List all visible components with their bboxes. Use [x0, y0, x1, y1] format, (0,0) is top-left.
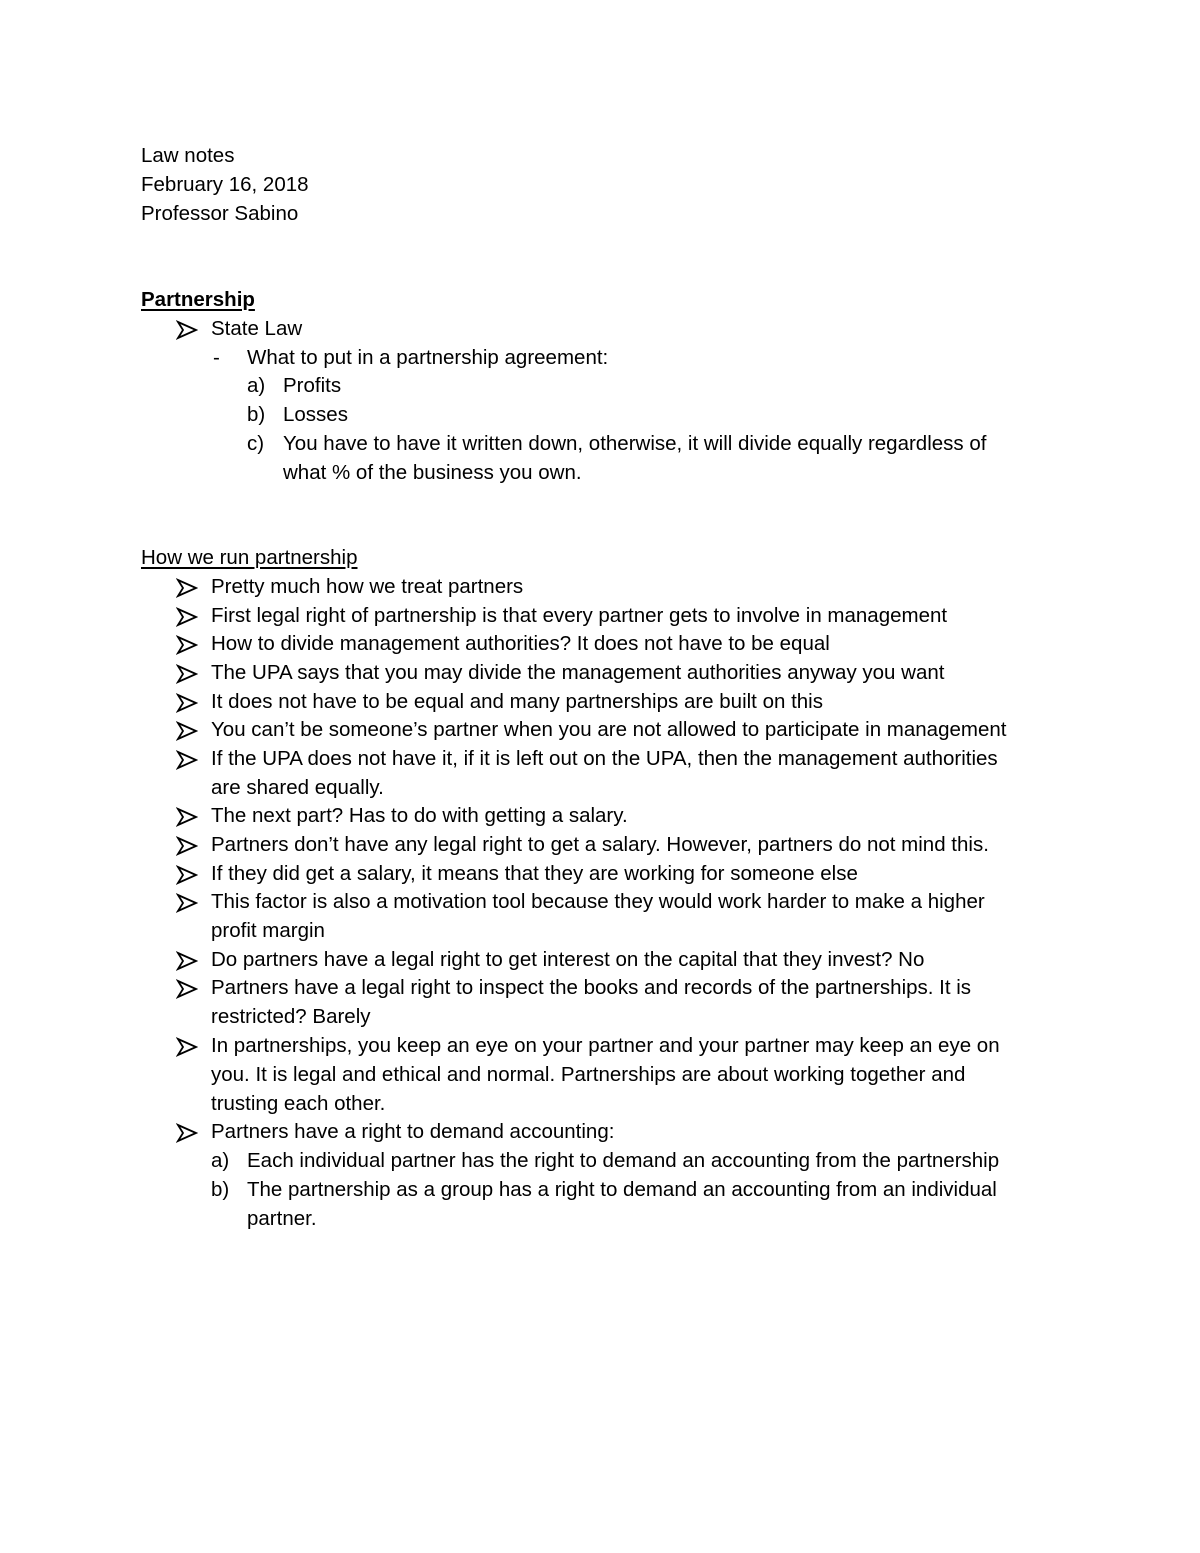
dash-item-agreement: What to put in a partnership agreement: [247, 346, 609, 369]
bullet-item: First legal right of partnership is that every partner gets to involve in management [211, 604, 948, 627]
bullet-state-law: State Law [211, 317, 303, 340]
document-title: Law notes [141, 144, 235, 167]
bullet-item: If the UPA does not have it, if it is left out on the UPA, then the management authorities [211, 747, 998, 770]
list-item-continuation: what % of the business you own. [283, 461, 582, 484]
document-date: February 16, 2018 [141, 173, 309, 196]
list-marker: a) [211, 1149, 230, 1172]
bullet-item: The UPA says that you may divide the management authorities anyway you want [211, 661, 945, 684]
arrowhead-bullet-icon [176, 1123, 198, 1143]
section-heading-how-we-run: How we run partnership [141, 546, 358, 569]
list-item: Profits [283, 374, 342, 397]
bullet-item-continuation: you. It is legal and ethical and normal. Partnerships are about working together and [211, 1063, 966, 1086]
list-marker: b) [247, 403, 266, 426]
list-marker: a) [247, 374, 266, 397]
arrowhead-bullet-icon [176, 865, 198, 885]
bullet-item: This factor is also a motivation tool because they would work harder to make a higher [211, 890, 985, 913]
bullet-item: You can’t be someone’s partner when you are not allowed to participate in management [211, 718, 1007, 741]
bullet-item-continuation: profit margin [211, 919, 325, 942]
arrowhead-bullet-icon [176, 635, 198, 655]
arrowhead-bullet-icon [176, 836, 198, 856]
arrowhead-bullet-icon [176, 807, 198, 827]
bullet-item-continuation: restricted? Barely [211, 1005, 371, 1028]
list-marker: c) [247, 432, 265, 455]
bullet-item: Do partners have a legal right to get interest on the capital that they invest? No [211, 948, 925, 971]
list-item-continuation: partner. [247, 1207, 317, 1230]
bullet-item-continuation: are shared equally. [211, 776, 384, 799]
arrowhead-bullet-icon [176, 979, 198, 999]
list-item: You have to have it written down, otherwise, it will divide equally regardless of [283, 432, 987, 455]
bullet-item: In partnerships, you keep an eye on your partner and your partner may keep an eye on [211, 1034, 1000, 1057]
list-item: Each individual partner has the right to demand an accounting from the partnership [247, 1149, 1000, 1172]
arrowhead-bullet-icon [176, 893, 198, 913]
list-item: Losses [283, 403, 348, 426]
arrowhead-bullet-icon [176, 693, 198, 713]
arrowhead-bullet-icon [176, 578, 198, 598]
bullet-item: If they did get a salary, it means that they are working for someone else [211, 862, 858, 885]
arrowhead-bullet-icon [176, 1037, 198, 1057]
arrowhead-bullet-icon [176, 664, 198, 684]
bullet-item: Pretty much how we treat partners [211, 575, 524, 598]
bullet-item-continuation: trusting each other. [211, 1092, 386, 1115]
bullet-item: Partners have a right to demand accounting: [211, 1120, 615, 1143]
bullet-item: Partners have a legal right to inspect the books and records of the partnerships. It is [211, 976, 972, 999]
list-item: The partnership as a group has a right to demand an accounting from an individual [247, 1178, 997, 1201]
bullet-item: Partners don’t have any legal right to get a salary. However, partners do not mind this. [211, 833, 989, 856]
dash-marker: - [213, 346, 220, 369]
bullet-item: The next part? Has to do with getting a salary. [211, 804, 628, 827]
arrowhead-bullet-icon [176, 951, 198, 971]
list-marker: b) [211, 1178, 230, 1201]
arrowhead-bullet-icon [176, 320, 198, 340]
bullet-item: How to divide management authorities? It does not have to be equal [211, 632, 830, 655]
section-heading-partnership: Partnership [141, 288, 255, 311]
professor-name: Professor Sabino [141, 202, 299, 225]
arrowhead-bullet-icon [176, 607, 198, 627]
bullet-item: It does not have to be equal and many partnerships are built on this [211, 690, 823, 713]
arrowhead-bullet-icon [176, 721, 198, 741]
arrowhead-bullet-icon [176, 750, 198, 770]
